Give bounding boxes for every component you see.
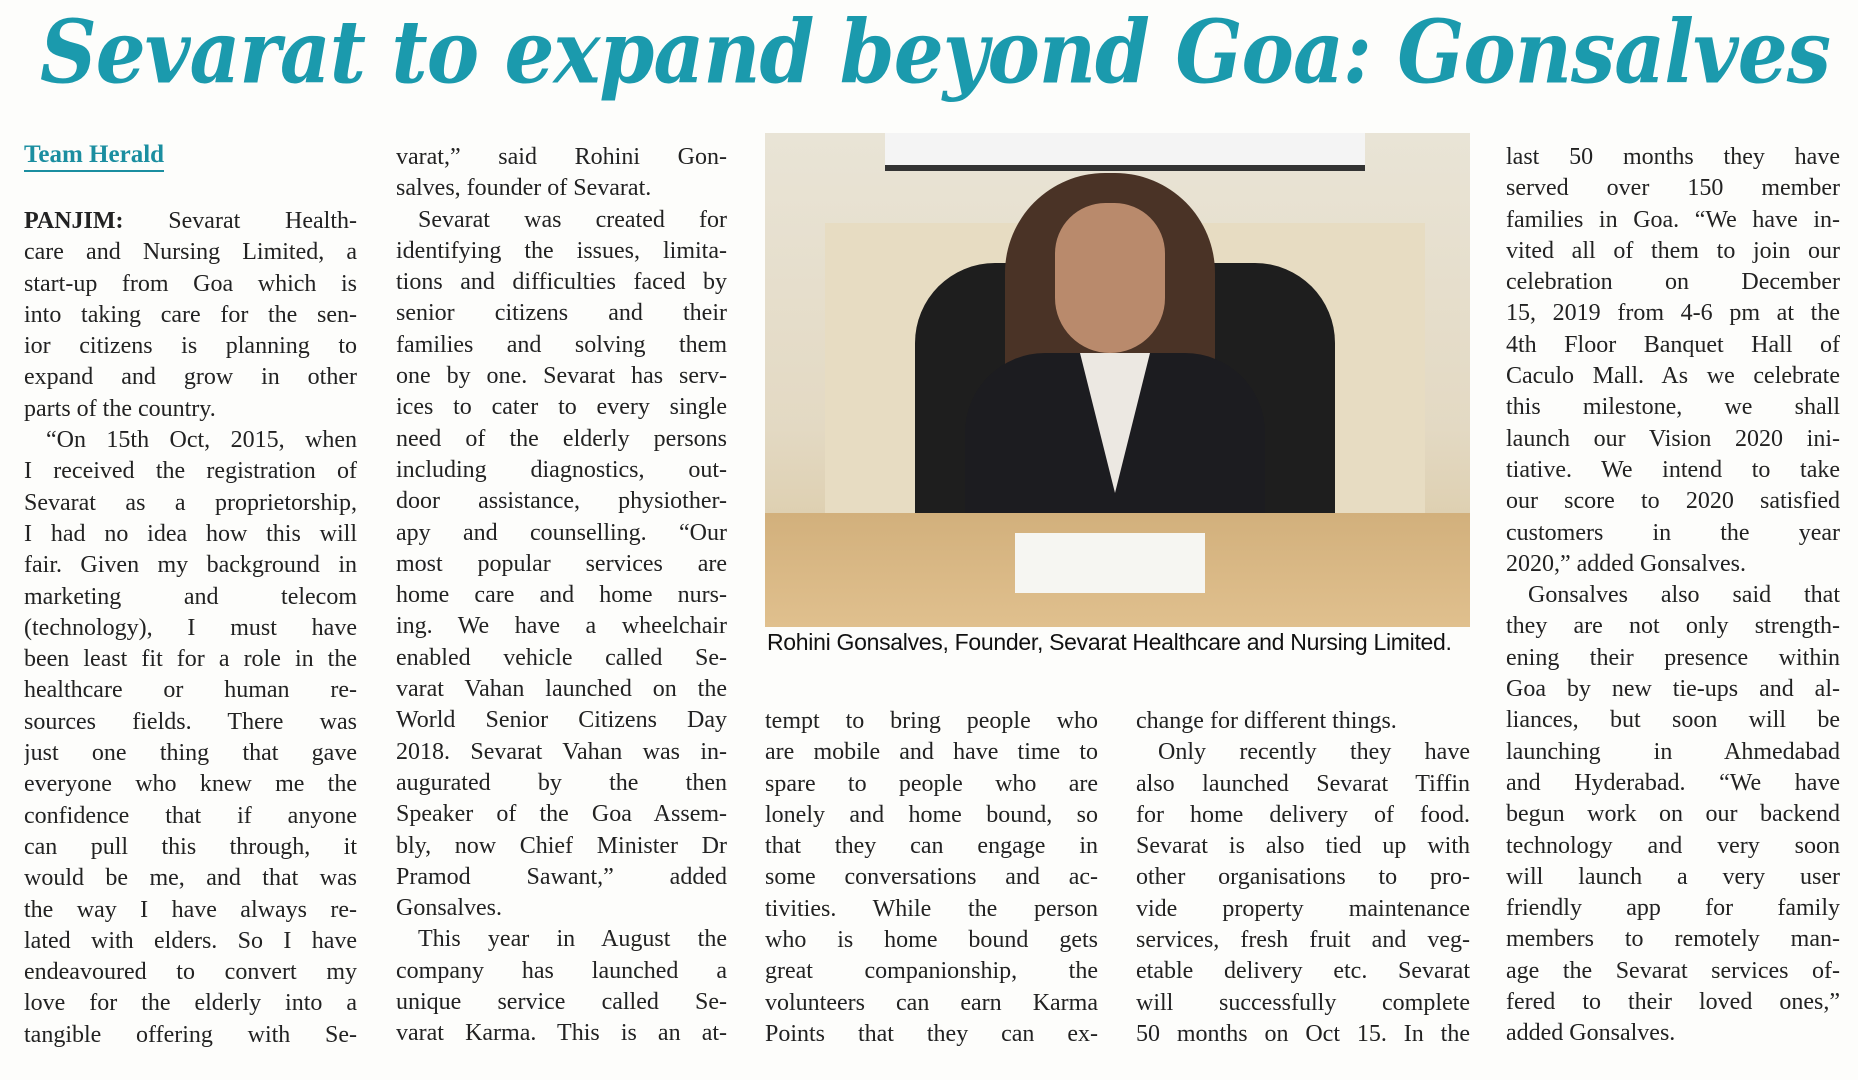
text-line: Gonsalves.: [396, 895, 502, 922]
text-line: 4th Floor Banquet Hall of: [1506, 331, 1840, 358]
text-line: they are not only strength-: [1506, 613, 1840, 640]
text-line: “On 15th Oct, 2015, when: [46, 427, 357, 454]
text-line: apy and counselling. “Our: [396, 519, 727, 546]
text-line: salves, founder of Sevarat.: [396, 175, 652, 202]
text-line: liances, but soon will be: [1506, 707, 1840, 734]
text-line: fair. Given my background in: [24, 552, 357, 579]
text-line: etable delivery etc. Sevarat: [1136, 958, 1470, 985]
text-line: tivities. While the person: [765, 895, 1098, 922]
text-line: Sevarat was created for: [418, 206, 727, 233]
text-line: everyone who knew me the: [24, 771, 357, 798]
article-column-2: [396, 142, 727, 1050]
text-line: varat Karma. This is an at-: [396, 1020, 727, 1047]
text-line: tiative. We intend to take: [1506, 456, 1840, 483]
text-line: love for the elderly into a: [24, 990, 357, 1017]
text-line: need of the elderly persons: [396, 425, 727, 452]
text-line: bly, now Chief Minister Dr: [396, 832, 727, 859]
text-line: spare to people who are: [765, 770, 1098, 797]
text-line: (technology), I must have: [24, 614, 357, 641]
text-line: tempt to bring people who: [765, 708, 1098, 734]
text-line: Points that they can ex-: [765, 1020, 1098, 1047]
text-line: marketing and telecom: [24, 583, 357, 610]
text-line: vide property maintenance: [1136, 895, 1470, 922]
text-line: age the Sevarat services of-: [1506, 957, 1840, 984]
text-line: can pull this through, it: [24, 833, 357, 860]
text-line: ing. We have a wheelchair: [396, 613, 727, 640]
text-line: also launched Sevarat Tiffin: [1136, 770, 1470, 797]
text-line: volunteers can earn Karma: [765, 989, 1098, 1016]
text-line: ior citizens is planning to: [24, 333, 357, 360]
text-line: great companionship, the: [765, 958, 1098, 985]
text-line: lated with elders. So I have: [24, 927, 357, 954]
text-line: families and solving them: [396, 331, 727, 358]
text-line: friendly app for family: [1506, 895, 1840, 922]
text-line: customers in the year: [1506, 519, 1840, 546]
text-line: services, fresh fruit and veg-: [1136, 927, 1470, 954]
text-line: been least fit for a role in the: [24, 646, 357, 673]
founder-photo: [765, 133, 1470, 627]
photo-caption: Rohini Gonsalves, Founder, Sevarat Healthcare and Nursing Limited.: [767, 629, 1452, 655]
text-line: varat,” said Rohini Gon-: [396, 144, 727, 170]
byline: Team Herald: [24, 140, 164, 172]
text-line: parts of the country.: [24, 395, 216, 422]
text-line: will launch a very user: [1506, 863, 1840, 890]
text-line: healthcare or human re-: [24, 677, 357, 704]
text-line: this milestone, we shall: [1506, 394, 1840, 421]
dateline: PANJIM:: [24, 208, 124, 234]
text-line: Pramod Sawant,” added: [396, 863, 727, 890]
text-line: for home delivery of food.: [1136, 801, 1470, 828]
text-line: sources fields. There was: [24, 708, 357, 735]
article-column-5: [1506, 142, 1840, 1050]
text-line: senior citizens and their: [396, 300, 727, 327]
text-line: are mobile and have time to: [765, 739, 1098, 766]
text-line: door assistance, physiother-: [396, 488, 727, 515]
text-line: launching in Ahmedabad: [1506, 738, 1840, 765]
text-line: who is home bound gets: [765, 927, 1098, 954]
text-line: that they can engage in: [765, 833, 1098, 860]
text-line: last 50 months they have: [1506, 144, 1840, 170]
text-line: Goa by new tie-ups and al-: [1506, 676, 1840, 703]
text-line: This year in August the: [418, 926, 727, 953]
text-line: our score to 2020 satisfied: [1506, 488, 1840, 515]
text-line: start-up from Goa which is: [24, 270, 357, 297]
article-column-1: [24, 206, 357, 1051]
text-line: 50 months on Oct 15. In the: [1136, 1020, 1470, 1047]
text-line: Gonsalves also said that: [1528, 582, 1840, 609]
text-line: vited all of them to join our: [1506, 237, 1840, 264]
text-line: change for different things.: [1136, 708, 1397, 734]
text-line: company has launched a: [396, 957, 727, 984]
article-column-4: [1136, 706, 1470, 1050]
text-line: other organisations to pro-: [1136, 864, 1470, 891]
text-line: varat Vahan launched on the: [396, 676, 727, 703]
text-line: 15, 2019 from 4-6 pm at the: [1506, 300, 1840, 327]
text-line: families in Goa. “We have in-: [1506, 206, 1840, 233]
text-line: expand and grow in other: [24, 364, 357, 391]
text-line: Sevarat as a proprietorship,: [24, 489, 357, 516]
text-line: will successfully complete: [1136, 989, 1470, 1016]
text-line: endeavoured to convert my: [24, 959, 357, 986]
face-graphic: [1055, 203, 1165, 353]
text-line: members to remotely man-: [1506, 926, 1840, 953]
text-line: launch our Vision 2020 ini-: [1506, 425, 1840, 452]
text-line: technology and very soon: [1506, 832, 1840, 859]
text-line: PANJIM: Sevarat Health-: [24, 208, 357, 234]
text-line: 2020,” added Gonsalves.: [1506, 550, 1746, 577]
text-line: I had no idea how this will: [24, 520, 357, 547]
text-line: just one thing that gave: [24, 740, 357, 767]
text-line: confidence that if anyone: [24, 802, 357, 829]
text-line: tangible offering with Se-: [24, 1021, 357, 1048]
text-line: care and Nursing Limited, a: [24, 239, 357, 266]
text-line: one by one. Sevarat has serv-: [396, 363, 727, 390]
text-line: celebration on December: [1506, 269, 1840, 296]
text-line: augurated by the then: [396, 769, 727, 796]
text-line: served over 150 member: [1506, 175, 1840, 202]
text-line: enabled vehicle called Se-: [396, 644, 727, 671]
text-line: tions and difficulties faced by: [396, 269, 727, 296]
text-line: 2018. Sevarat Vahan was in-: [396, 738, 727, 765]
headline: Sevarat to expand beyond Goa: Gonsalves: [40, 2, 1831, 104]
text-line: identifying the issues, limita-: [396, 237, 727, 264]
text-line: lonely and home bound, so: [765, 801, 1098, 828]
text-line: Sevarat is also tied up with: [1136, 833, 1470, 860]
text-line: unique service called Se-: [396, 989, 727, 1016]
monitor-graphic: [885, 133, 1365, 171]
text-line: home care and home nurs-: [396, 582, 727, 609]
text-line: would be me, and that was: [24, 865, 357, 892]
text-line: Only recently they have: [1158, 739, 1470, 766]
text-line: ening their presence within: [1506, 644, 1840, 671]
text-line: World Senior Citizens Day: [396, 707, 727, 734]
text-line: added Gonsalves.: [1506, 1020, 1676, 1047]
text-line: begun work on our backend: [1506, 801, 1840, 828]
text-line: the way I have always re-: [24, 896, 357, 923]
text-line: Speaker of the Goa Assem-: [396, 801, 727, 828]
paper-graphic: [1015, 533, 1205, 593]
article-column-3: [765, 706, 1098, 1050]
text-line: I received the registration of: [24, 458, 357, 485]
text-line: ices to cater to every single: [396, 394, 727, 421]
text-line: Caculo Mall. As we celebrate: [1506, 363, 1840, 390]
text-line: fered to their loved ones,”: [1506, 989, 1840, 1016]
text-line: including diagnostics, out-: [396, 456, 727, 483]
text-line: most popular services are: [396, 550, 727, 577]
text-line: into taking care for the sen-: [24, 301, 357, 328]
text-line: some conversations and ac-: [765, 864, 1098, 891]
text-line: and Hyderabad. “We have: [1506, 769, 1840, 796]
